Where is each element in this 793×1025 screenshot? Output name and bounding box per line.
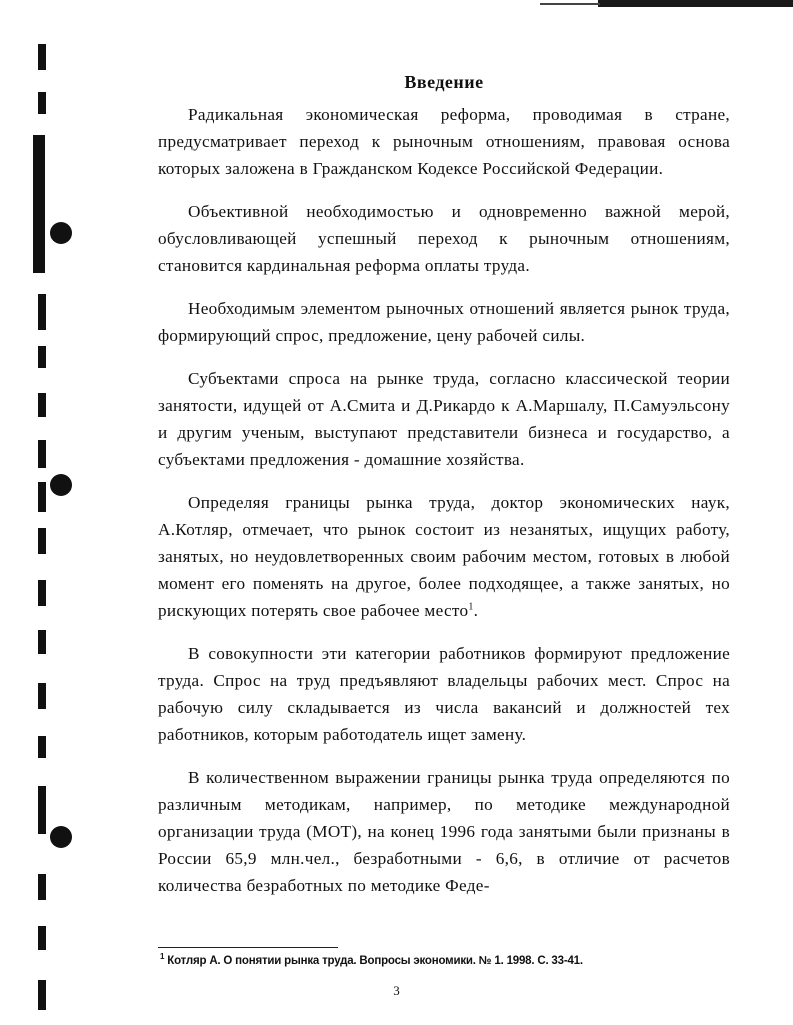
paragraph-7: В количественном выражении границы рынка труда определяются по различным методикам, например, по методике международной организации труда (МОТ), на конец 1996 года занятыми были признаны в России 65,9 млн.чел., безработными - 6,6, в отличие от расчетов количества безработных по методике Феде-	[158, 768, 730, 895]
binder-mark	[38, 736, 46, 758]
binder-mark	[38, 44, 46, 70]
scan-edge-line	[540, 3, 600, 5]
paragraph-6: В совокупности эти категории работников формируют предложение труда. Спрос на труд предъявляют владельцы рабочих мест. Спрос на рабочую силу складывается из числа вакансий и должностей тех работников, которым работодатель ищет замену.	[158, 644, 730, 744]
binder-mark	[38, 440, 46, 468]
binder-blob	[33, 135, 45, 273]
binder-hole	[50, 222, 72, 244]
paragraph-2: Объективной необходимостью и одновременно важной мерой, обусловливающей успешный переход к рыночным отношениям, становится кардинальная реформа оплаты труда.	[158, 202, 730, 275]
section-title: Введение	[404, 72, 484, 92]
binder-hole	[50, 826, 72, 848]
paragraph-5-text: Определяя границы рынка труда, доктор экономических наук, А.Котляр, отмечает, что рынок состоит из незанятых, ищущих работу, занятых, но неудовлетворенных своим рабочим местом, готовых в любой момент его поменять на другое, более подходящее, а также занятых, но рискующих потерять свое рабочее место	[158, 493, 730, 620]
footnote-divider	[158, 947, 338, 948]
binder-mark	[38, 528, 46, 554]
footnote	[160, 952, 720, 967]
paragraph-1: Радикальная экономическая реформа, проводимая в стране, предусматривает переход к рыночным отношениям, правовая основа которых заложена в Гражданском Кодексе Российской Федерации.	[158, 105, 730, 178]
binder-mark	[38, 874, 46, 900]
footnote-mark: 1	[160, 952, 165, 962]
paragraph-3: Необходимым элементом рыночных отношений является рынок труда, формирующий спрос, предложение, цену рабочей силы.	[158, 299, 730, 345]
binder-mark	[38, 92, 46, 114]
footnote-text: Котляр А. О понятии рынка труда. Вопросы экономики. № 1. 1998. С. 33-41.	[167, 955, 583, 967]
binder-mark	[38, 482, 46, 512]
binder-hole	[50, 474, 72, 496]
page-number: 3	[393, 983, 400, 998]
binder-mark	[38, 786, 46, 834]
binder-mark	[38, 393, 46, 417]
paragraph-5-end: .	[473, 601, 479, 620]
footnote-reference[interactable]: 1	[468, 601, 474, 613]
paragraph-5	[158, 489, 730, 624]
paragraph-4: Субъектами спроса на рынке труда, согласно классической теории занятости, идущей от А.Смита и Д.Рикардо к А.Маршалу, П.Самуэльсону и другим ученым, выступают представители бизнеса и государство, а субъектами предложения - домашние хозяйства.	[158, 369, 730, 469]
binder-mark	[38, 926, 46, 950]
page-body	[158, 72, 730, 915]
binder-mark	[38, 630, 46, 654]
scan-edge-shadow	[598, 0, 793, 7]
binder-mark	[38, 580, 46, 606]
binder-mark	[38, 294, 46, 330]
binder-mark	[38, 683, 46, 709]
binder-mark	[38, 346, 46, 368]
